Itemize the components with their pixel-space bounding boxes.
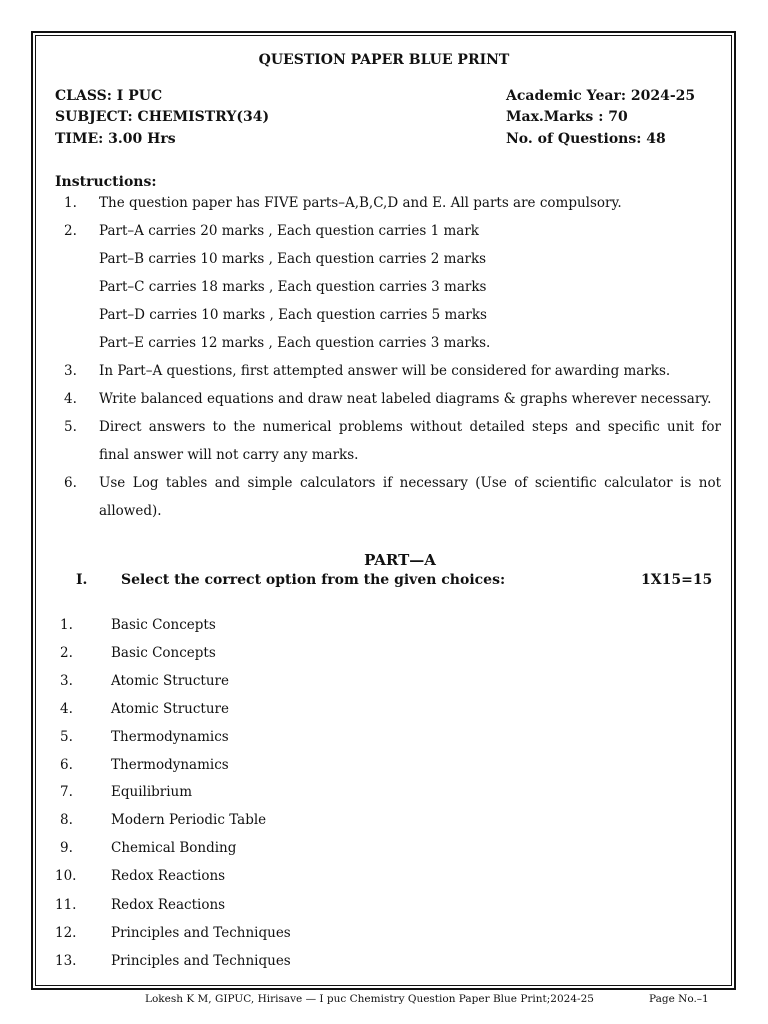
question-number: 10. [55, 868, 77, 884]
question-topic: Principles and Techniques [111, 953, 291, 969]
question-topic: Basic Concepts [111, 617, 216, 633]
max-marks-label: Max.Marks : 70 [506, 109, 628, 125]
instruction-number: 2. [64, 223, 77, 239]
question-number: 7. [60, 784, 73, 800]
instructions-heading: Instructions: [55, 174, 157, 190]
instruction-text: Part–B carries 10 marks , Each question carries 2 marks [99, 251, 487, 267]
question-topic: Atomic Structure [111, 673, 229, 689]
instruction-text: Part–A carries 20 marks , Each question carries 1 mark [99, 223, 479, 239]
question-topic: Principles and Techniques [111, 925, 291, 941]
instruction-number: 1. [64, 195, 77, 211]
instruction-number: 5. [64, 419, 77, 435]
question-number: 5. [60, 729, 73, 745]
page-number: Page No.–1 [649, 993, 709, 1005]
question-number: 12. [55, 925, 77, 941]
instruction-text: final answer will not carry any marks. [99, 447, 359, 463]
question-topic: Redox Reactions [111, 897, 226, 913]
question-number: 1. [60, 617, 73, 633]
question-number: 8. [60, 812, 73, 828]
time-label: TIME: 3.00 Hrs [55, 131, 176, 147]
question-topic: Chemical Bonding [111, 840, 237, 856]
instruction-number: 3. [64, 363, 77, 379]
instruction-text: Part–C carries 18 marks , Each question carries 3 marks [99, 279, 487, 295]
question-number: 6. [60, 757, 73, 773]
question-topic: Atomic Structure [111, 701, 229, 717]
question-topic: Thermodynamics [111, 757, 229, 773]
part-a-heading: PART—A [364, 551, 436, 569]
question-topic: Basic Concepts [111, 645, 216, 661]
document-title: QUESTION PAPER BLUE PRINT [258, 52, 510, 68]
num-questions-label: No. of Questions: 48 [506, 131, 666, 147]
section-marks: 1X15=15 [641, 572, 713, 588]
instruction-text: allowed). [99, 503, 162, 519]
question-topic: Equilibrium [111, 784, 193, 800]
question-number: 2. [60, 645, 73, 661]
question-number: 9. [60, 840, 73, 856]
page-footer: Lokesh K M, GIPUC, Hirisave — I puc Chemistry Question Paper Blue Print;2024-25 [145, 993, 594, 1005]
instruction-text: Part–E carries 12 marks , Each question carries 3 marks. [99, 335, 491, 351]
instruction-text: Part–D carries 10 marks , Each question carries 5 marks [99, 307, 487, 323]
instruction-number: 6. [64, 475, 77, 491]
class-label: CLASS: I PUC [55, 88, 163, 104]
question-topic: Modern Periodic Table [111, 812, 267, 828]
question-topic: Redox Reactions [111, 868, 226, 884]
instruction-number: 4. [64, 391, 77, 407]
section-roman-numeral: I. [76, 572, 88, 588]
instruction-text: Use Log tables and simple calculators if necessary (Use of scientific calculator is not [99, 475, 721, 491]
question-number: 3. [60, 673, 73, 689]
instruction-text: In Part–A questions, first attempted answer will be considered for awarding marks. [99, 363, 671, 379]
question-number: 13. [55, 953, 77, 969]
academic-year-label: Academic Year: 2024-25 [506, 88, 696, 104]
instruction-text: The question paper has FIVE parts–A,B,C,D and E. All parts are compulsory. [99, 195, 622, 211]
question-number: 4. [60, 701, 73, 717]
question-number: 11. [55, 897, 77, 913]
section-instruction: Select the correct option from the given choices: [121, 572, 506, 588]
subject-label: SUBJECT: CHEMISTRY(34) [55, 109, 270, 125]
instruction-text: Direct answers to the numerical problems without detailed steps and specific unit for [99, 419, 721, 435]
question-topic: Thermodynamics [111, 729, 229, 745]
instruction-text: Write balanced equations and draw neat labeled diagrams & graphs wherever necessary. [99, 391, 712, 407]
